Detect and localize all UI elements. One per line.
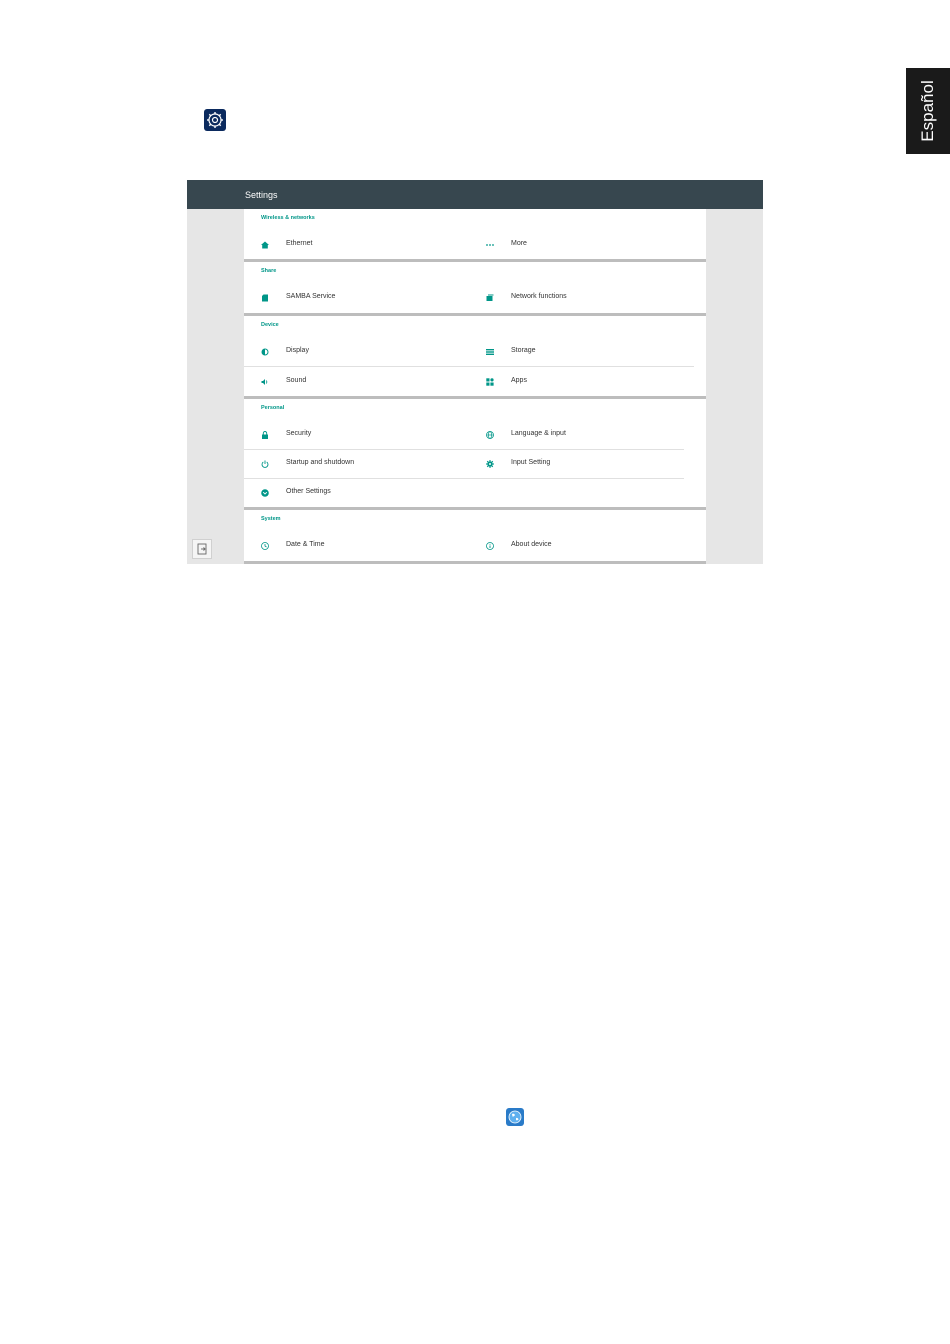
settings-item-language-input[interactable] (469, 420, 684, 450)
settings-item-label: Security (286, 430, 312, 437)
settings-screenshot (187, 180, 763, 564)
settings-item-display[interactable] (244, 337, 469, 367)
settings-item-label: Storage (511, 347, 536, 354)
clock-icon (261, 542, 269, 550)
network-icon (486, 294, 494, 302)
gear-icon (486, 460, 494, 468)
section-system (244, 510, 706, 564)
settings-item-label: Network functions (511, 293, 567, 300)
section-wireless-networks (244, 209, 706, 262)
info-icon (486, 542, 494, 550)
settings-item-label: Language & input (511, 430, 566, 437)
lock-icon (261, 431, 269, 439)
settings-item-label: Sound (286, 377, 307, 384)
section-device (244, 316, 706, 399)
section-title: Share (261, 268, 277, 274)
app-title: Settings (245, 190, 278, 200)
settings-list (244, 209, 706, 564)
volume-icon (261, 378, 269, 386)
app-bar (187, 180, 763, 209)
settings-item-more[interactable] (469, 230, 694, 259)
settings-item-other-settings[interactable] (244, 478, 469, 507)
exit-button[interactable] (192, 539, 212, 559)
settings-item-label: SAMBA Service (286, 293, 336, 300)
settings-item-label: Ethernet (286, 240, 313, 247)
settings-item-label: About device (511, 541, 552, 548)
settings-app-icon (204, 109, 226, 131)
settings-item-storage[interactable] (469, 337, 694, 367)
section-personal (244, 399, 706, 510)
settings-item-label: Other Settings (286, 488, 331, 495)
settings-item-startup-shutdown[interactable] (244, 449, 469, 479)
settings-item-date-time[interactable] (244, 531, 469, 560)
settings-item-samba-service[interactable] (244, 283, 469, 312)
home-icon (261, 241, 269, 249)
settings-item-sound[interactable] (244, 367, 469, 396)
settings-item-label: Apps (511, 377, 527, 384)
settings-item-network-functions[interactable] (469, 283, 694, 312)
globe-icon (486, 431, 494, 439)
section-title: Wireless & networks (261, 215, 315, 221)
storage-icon (486, 348, 494, 356)
settings-item-label: More (511, 240, 527, 247)
language-side-tab (906, 68, 950, 154)
language-tab-label: Español (918, 80, 937, 142)
settings-item-label: Startup and shutdown (286, 459, 355, 466)
exit-icon (193, 540, 211, 558)
power-icon (261, 460, 269, 468)
settings-item-label: Date & Time (286, 541, 325, 548)
chevron-down-circle-icon (261, 489, 269, 497)
apps-icon (486, 378, 494, 386)
section-share (244, 262, 706, 316)
section-title: Device (261, 322, 279, 328)
brightness-icon (261, 348, 269, 356)
browser-globe-icon (506, 1108, 524, 1126)
settings-item-about-device[interactable] (469, 531, 694, 560)
settings-item-ethernet[interactable] (244, 230, 469, 259)
more-dots-icon (486, 241, 494, 249)
settings-item-security[interactable] (244, 420, 469, 450)
settings-item-label: Display (286, 347, 309, 354)
settings-item-apps[interactable] (469, 367, 694, 396)
sd-card-icon (261, 294, 269, 302)
settings-item-label: Input Setting (511, 459, 551, 466)
section-title: Personal (261, 405, 285, 411)
section-title: System (261, 516, 281, 522)
settings-item-input-setting[interactable] (469, 449, 684, 479)
